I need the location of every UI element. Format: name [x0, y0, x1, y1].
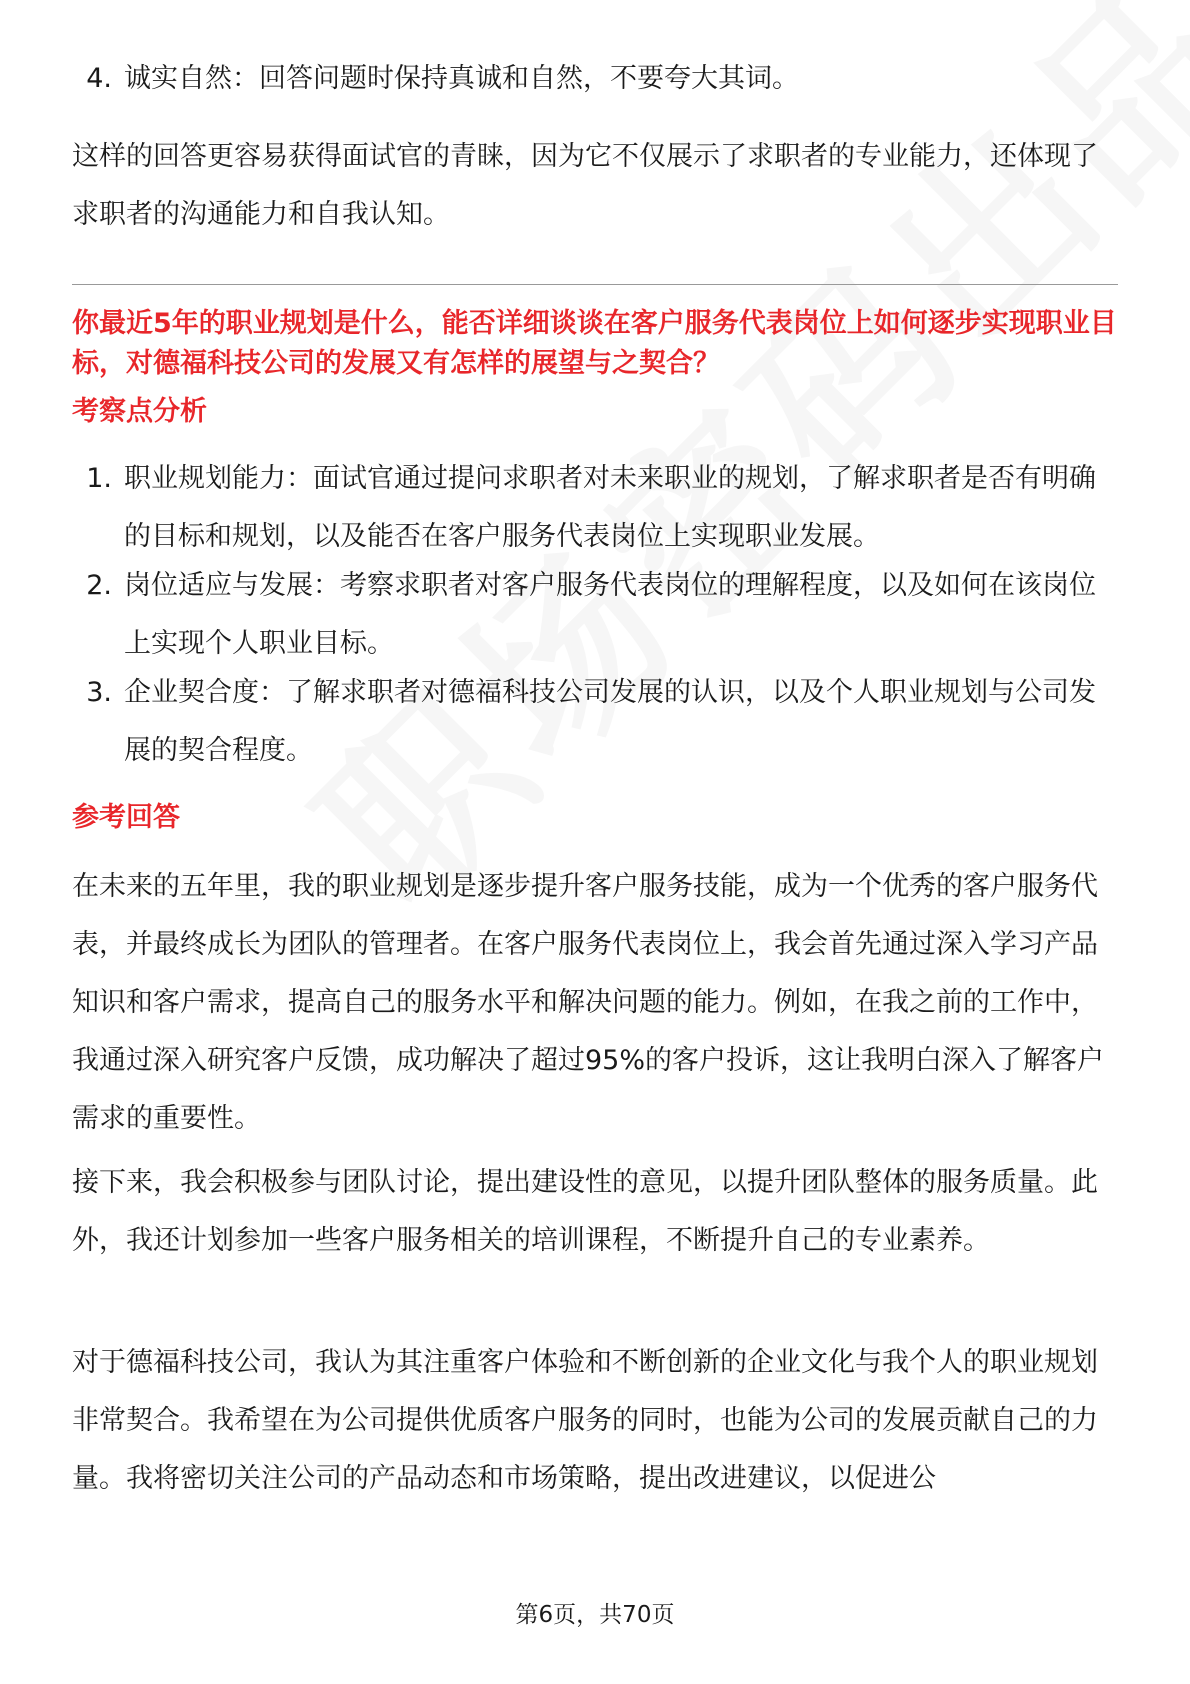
- document-page: [72, 0, 1118, 1684]
- list-number: 3.: [86, 677, 112, 708]
- answer-paragraph: 在未来的五年里，我的职业规划是逐步提升客户服务技能，成为一个优秀的客户服务代表，并最终成长为团队的管理者。在客户服务代表岗位上，我会首先通过深入学习产品知识和客户需求，提高自己的服务水平和解决问题的能力。例如，在我之前的工作中，我通过深入研究客户反馈，成功解决了超过95%的客户投诉，这让我明白深入了解客户需求的重要性。: [72, 871, 1105, 1134]
- list-text: 企业契合度：了解求职者对德福科技公司发展的认识，以及个人职业规划与公司发展的契合程度。: [124, 677, 1096, 766]
- answer-paragraph: 接下来，我会积极参与团队讨论，提出建设性的意见，以提升团队整体的服务质量。此外，我还计划参加一些客户服务相关的培训课程，不断提升自己的专业素养。: [72, 1167, 1098, 1256]
- list-text: 诚实自然：回答问题时保持真诚和自然，不要夸大其词。: [124, 63, 799, 94]
- intro-paragraph: 这样的回答更容易获得面试官的青睐，因为它不仅展示了求职者的专业能力，还体现了求职者的沟通能力和自我认知。: [72, 141, 1098, 230]
- analysis-heading: 考察点分析: [72, 396, 207, 427]
- list-number: 4.: [86, 63, 112, 94]
- answer-heading: 参考回答: [72, 802, 180, 833]
- answer-paragraph: 对于德福科技公司，我认为其注重客户体验和不断创新的企业文化与我个人的职业规划非常契合。我希望在为公司提供优质客户服务的同时，也能为公司的发展贡献自己的力量。我将密切关注公司的产品动态和市场策略，提出改进建议，以促进公: [72, 1347, 1098, 1494]
- list-text: 职业规划能力：面试官通过提问求职者对未来职业的规划，了解求职者是否有明确的目标和规划，以及能否在客户服务代表岗位上实现职业发展。: [124, 463, 1096, 552]
- list-text: 岗位适应与发展：考察求职者对客户服务代表岗位的理解程度，以及如何在该岗位上实现个人职业目标。: [124, 570, 1096, 659]
- list-item: [72, 557, 1118, 673]
- list-item: [72, 50, 1118, 108]
- list-item: [72, 450, 1118, 566]
- question-heading: 你最近5年的职业规划是什么，能否详细谈谈在客户服务代表岗位上如何逐步实现职业目标，对德福科技公司的发展又有怎样的展望与之契合？: [72, 308, 1117, 379]
- page-footer: 第6页，共70页: [515, 1602, 675, 1628]
- list-number: 2.: [86, 570, 112, 601]
- list-number: 1.: [86, 463, 112, 494]
- list-item: [72, 664, 1118, 780]
- section-divider: [72, 284, 1118, 285]
